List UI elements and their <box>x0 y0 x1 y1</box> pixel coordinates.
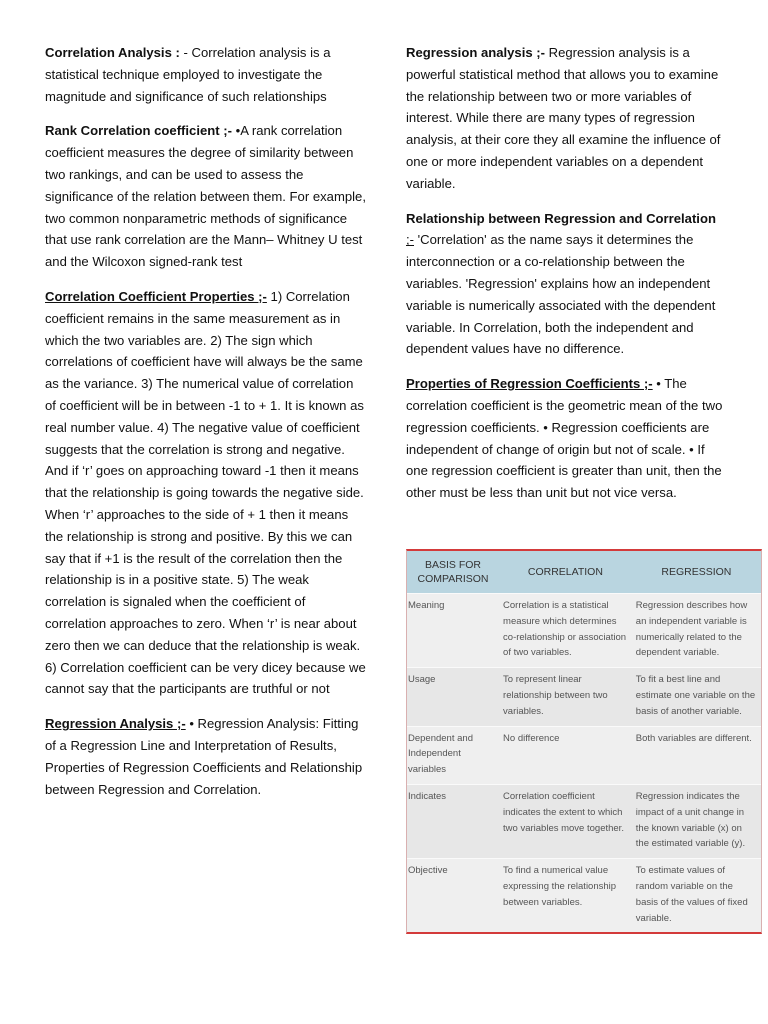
header-regression: REGRESSION <box>632 551 761 594</box>
regression-analysis-summary-paragraph <box>45 713 367 800</box>
table-row <box>407 594 761 668</box>
row-basis: Objective <box>407 859 499 933</box>
row-correlation: To find a numerical value expressing the relationship between variables. <box>499 859 632 933</box>
table-row <box>407 859 761 933</box>
row-regression: Both variables are different. <box>632 726 761 784</box>
correlation-properties-heading: Correlation Coefficient Properties ;- <box>45 288 267 304</box>
regression-analysis-paragraph <box>406 42 726 195</box>
correlation-properties-paragraph <box>45 286 367 700</box>
row-correlation: Correlation is a statistical measure which determines co-relationship or association of two variables. <box>499 594 632 668</box>
regression-analysis-summary-heading: Regression Analysis ;- <box>45 716 186 732</box>
relationship-heading: Relationship between Regression and Correlation <box>406 210 716 226</box>
regression-analysis-heading: Regression analysis ;- <box>406 45 545 60</box>
row-correlation: No difference <box>499 726 632 784</box>
comparison-header-row <box>407 551 761 594</box>
right-column <box>406 42 726 517</box>
correlation-analysis-paragraph <box>45 42 367 107</box>
row-basis: Usage <box>407 668 499 726</box>
comparison-table <box>407 551 761 932</box>
relationship-paragraph <box>406 208 726 361</box>
relationship-heading-suffix: ;- <box>406 232 414 248</box>
regression-properties-text: • The correlation coefficient is the geometric mean of the two regression coefficients. • Regression coefficients are independent of change of origin but not of scale. • If one regression coefficient is greater than unit, then the other must be less than unit but not vice versa. <box>406 376 723 501</box>
header-basis: BASIS FOR COMPARISON <box>407 551 499 594</box>
correlation-properties-text: 1) Correlation coefficient remains in the same measurement as in which the two variables are. 2) The sign which correlations of coefficient have will always be the same as the variance. 3) The numerical value of correlation of coefficient will be in between -1 to + 1. It is known as real number value. 4) The negative value of coefficient suggests that the correlation is strong and negative. And if ‘r’ goes on approaching toward -1 then it means that the relationship is going towards the negative side. When ‘r’ approaches to the side of + 1 then it means the relationship is strong and positive. By this we can say that if +1 is the result of the correlation then the relationship is in a positive state. 5) The weak correlation is signaled when the coefficient of correlation approaches to zero. When ‘r’ is near about zero then we can deduce that the relationship is weak. 6) Correlation coefficient can be very dicey because we cannot say that the participants are truthful or not <box>45 288 366 697</box>
header-correlation: CORRELATION <box>499 551 632 594</box>
regression-properties-heading: Properties of Regression Coefficients ;- <box>406 376 653 392</box>
correlation-analysis-heading: Correlation Analysis : <box>45 45 180 60</box>
row-regression: Regression indicates the impact of a unit change in the known variable (x) on the estimated variable (y). <box>632 784 761 858</box>
regression-analysis-summary-text: • Regression Analysis: Fitting of a Regression Line and Interpretation of Results, Properties of Regression Coefficients and Relationship between Regression and Correlation. <box>45 716 363 797</box>
relationship-text: 'Correlation' as the name says it determines the interconnection or a co-relationship between the variables. 'Regression' explains how an independent variable is numerically associated with the dependent variable. In Correlation, both the independent and dependent values have no difference. <box>406 232 716 357</box>
row-basis: Indicates <box>407 784 499 858</box>
row-regression: To fit a best line and estimate one variable on the basis of another variable. <box>632 668 761 726</box>
regression-properties-paragraph <box>406 373 726 504</box>
row-basis: Dependent and Independent variables <box>407 726 499 784</box>
regression-analysis-text: Regression analysis is a powerful statistical method that allows you to examine the relationship between two or more variables of interest. While there are many types of regression analysis, at their core they all examine the influence of one or more independent variables on a dependent variable. <box>406 45 721 191</box>
row-correlation: To represent linear relationship between two variables. <box>499 668 632 726</box>
correlation-analysis-text: - Correlation analysis is a statistical technique employed to investigate the magnitude and significance of such relationships <box>45 45 331 104</box>
left-column <box>45 42 367 813</box>
rank-correlation-heading: Rank Correlation coefficient ;- <box>45 123 232 139</box>
rank-correlation-paragraph <box>45 120 367 273</box>
row-correlation: Correlation coefficient indicates the extent to which two variables move together. <box>499 784 632 858</box>
comparison-table-image <box>406 549 762 934</box>
row-basis: Meaning <box>407 594 499 668</box>
table-row <box>407 726 761 784</box>
row-regression: To estimate values of random variable on the basis of the values of fixed variable. <box>632 859 761 933</box>
rank-correlation-text: •A rank correlation coefficient measures the degree of similarity between two rankings, and can be used to assess the significance of the relation between them. For example, two common nonparametric methods of significance that use rank correlation are the Mann– Whitney U test and the Wilcoxon signed-rank test <box>45 123 366 270</box>
table-row <box>407 784 761 858</box>
table-row <box>407 668 761 726</box>
row-regression: Regression describes how an independent variable is numerically related to the dependent variable. <box>632 594 761 668</box>
